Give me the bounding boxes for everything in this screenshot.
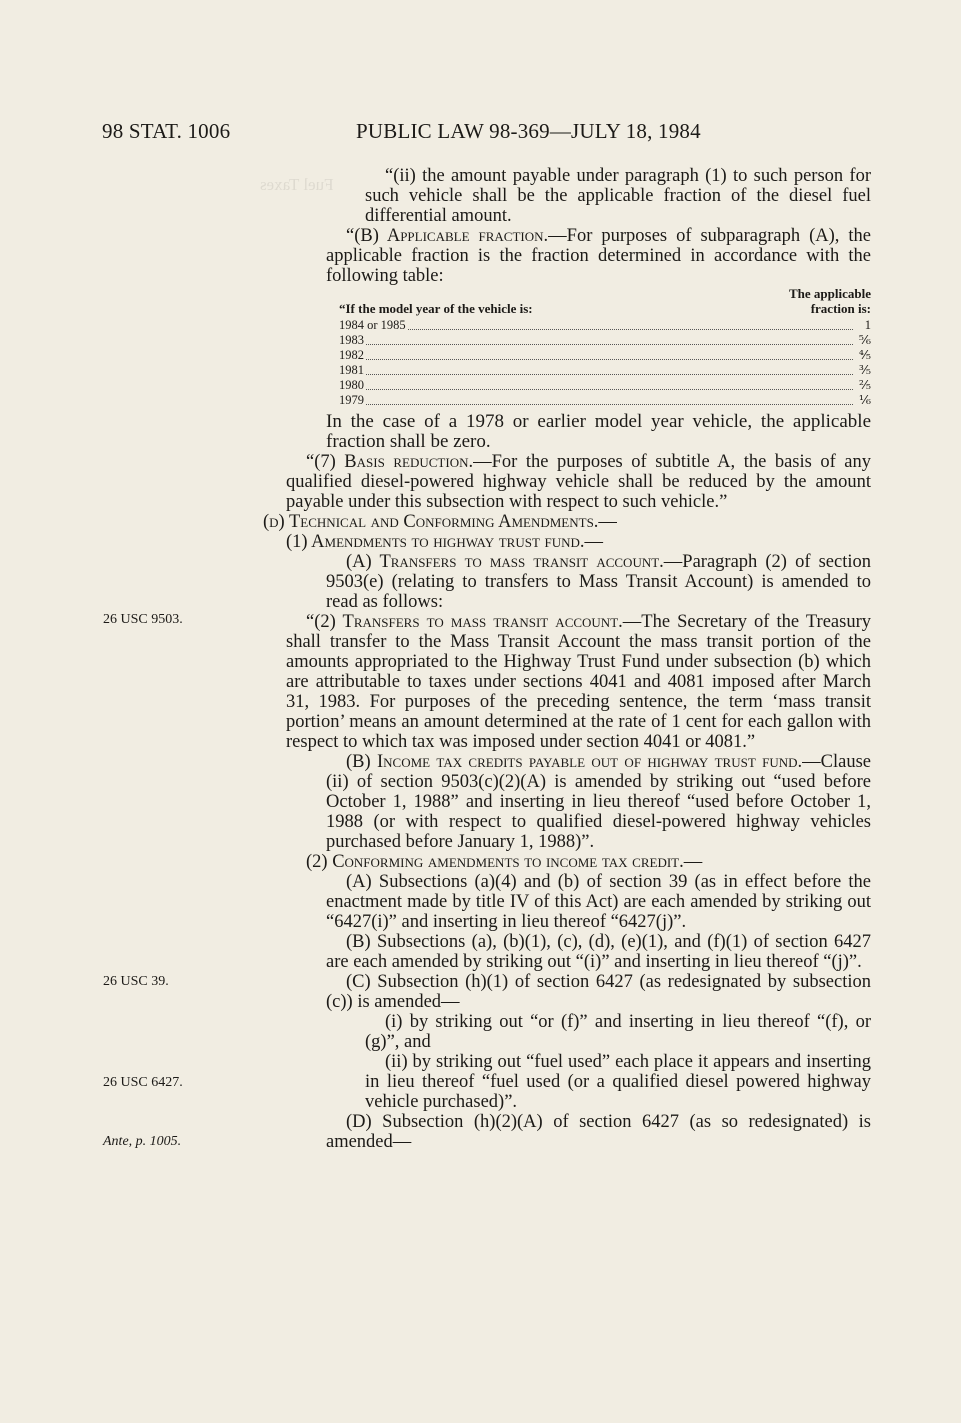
leader-dots	[341, 318, 853, 330]
paragraph-text: —Clause (ii) of section 9503(c)(2)(A) is amended by striking out “used before October 1, 1988” and inserting in lieu thereof “used before October 1, 1988 (or with respect to qualified diesel-powered highway vehicles purchased before January 1, 1988)”.	[326, 752, 871, 852]
fraction-value: ⅙	[856, 393, 871, 408]
paragraph-heading: “(7) Basis reduction.	[306, 452, 474, 472]
paragraph-text: —Paragraph (2) of section 9503(e) (relating to transfers to Mass Transit Account) is amended to read as follows:	[326, 552, 871, 612]
paragraph: (ii) by striking out “fuel used” each place it appears and inserting in lieu thereof “fuel used (or a qualified diesel powered highway vehicle purchased)”.	[365, 1052, 871, 1112]
leader-dots	[341, 333, 853, 345]
paragraph: (1) Amendments to highway trust fund.—	[286, 532, 604, 552]
fraction-value: ⅖	[856, 378, 871, 393]
model-year: 1981	[339, 363, 364, 377]
model-year: 1983	[339, 333, 364, 347]
paragraph: (A) Subsections (a)(4) and (b) of section 39 (as in effect before the enactment made by title IV of this Act) are each amended by striking out “6427(i)” and inserting in lieu thereof “6427(j)”.	[326, 872, 871, 932]
paragraph: In the case of a 1978 or earlier model year vehicle, the applicable fraction shall be zero.	[326, 411, 871, 452]
paragraph: (D) Subsection (h)(2)(A) of section 6427 (as so redesignated) is amended—	[326, 1112, 871, 1152]
paragraph: (i) by striking out “or (f)” and inserting in lieu thereof “(f), or (g)”, and	[365, 1012, 871, 1052]
header-line: The applicable	[789, 286, 871, 301]
fraction-value: ⅘	[856, 348, 871, 363]
paragraph: (2) Conforming amendments to income tax credit.—	[306, 852, 703, 872]
paragraph	[243, 226, 871, 286]
leader-dots	[341, 348, 853, 360]
paragraph: (C) Subsection (h)(1) of section 6427 (as redesignated by subsection (c)) is amended—	[326, 972, 871, 1012]
table-row	[339, 333, 871, 348]
paragraph-text: —For purposes of subparagraph (A), the applicable fraction is the fraction determined in accordance with the following table:	[326, 226, 871, 286]
model-year: 1980	[339, 378, 364, 392]
table-row	[339, 363, 871, 378]
paragraph-heading: “(2) Transfers to mass transit account.	[306, 612, 623, 632]
fraction-value: ⅚	[856, 333, 871, 348]
table-row	[339, 378, 871, 393]
page-stat-citation: 98 STAT. 1006	[102, 119, 231, 143]
fraction-table	[339, 286, 871, 408]
paragraph	[243, 752, 871, 852]
margin-note: Ante, p. 1005.	[103, 1134, 182, 1149]
leader-dots	[341, 378, 853, 390]
margin-note: 26 USC 39.	[103, 974, 169, 989]
paragraph-text: —For the purposes of subtitle A, the basis of any qualified diesel-powered highway vehicle shall be reduced by the amount payable under this subsection with respect to such vehicle.”	[286, 452, 872, 512]
fraction-value: ⅗	[856, 363, 871, 378]
leader-dots	[341, 363, 853, 375]
paragraph	[243, 612, 871, 752]
paragraph	[243, 452, 871, 512]
column-header-fraction	[789, 286, 871, 316]
column-header-year: “If the model year of the vehicle is:	[339, 301, 533, 316]
paragraph-text: —The Secretary of the Treasury shall transfer to the Mass Transit Account the mass transit portion of the amounts appropriated to the Highway Trust Fund under subsection (b) which are attributable to taxes under sections 4041 and 4081 imposed after March 31, 1983. For purposes of the preceding sentence, the term ‘mass transit portion’ means an amount determined at the rate of 1 cent for each gallon with respect to which tax was imposed under section 4041 or 4081.”	[286, 612, 871, 752]
table-row	[339, 318, 871, 333]
model-year: 1984 or 1985	[339, 318, 406, 332]
fraction-value: 1	[862, 318, 871, 333]
margin-note: 26 USC 9503.	[103, 612, 183, 627]
leader-dots	[341, 393, 853, 405]
paragraph-heading: (A) Transfers to mass transit account.	[346, 552, 664, 572]
table-header	[339, 286, 871, 318]
header-line: fraction is:	[810, 301, 871, 316]
table-row	[339, 348, 871, 363]
margin-note: 26 USC 6427.	[103, 1075, 183, 1090]
model-year: 1982	[339, 348, 364, 362]
paragraph-heading: (B) Income tax credits payable out of highway trust fund.	[346, 752, 803, 772]
paragraph	[243, 552, 871, 612]
statute-text	[243, 166, 871, 1152]
paragraph: (B) Subsections (a), (b)(1), (c), (d), (e)(1), and (f)(1) of section 6427 are each amended by striking out “(i)” and inserting in lieu thereof “(j)”.	[326, 932, 871, 972]
running-header: PUBLIC LAW 98-369—JULY 18, 1984	[356, 119, 701, 143]
paragraph: “(ii) the amount payable under paragraph (1) to such person for such vehicle shall be the applicable fraction of the diesel fuel differential amount.	[365, 166, 871, 226]
bleed-through: Fuel Taxes	[260, 175, 334, 194]
paragraph: (d) Technical and Conforming Amendments.—	[263, 512, 617, 532]
table-row	[339, 393, 871, 408]
model-year: 1979	[339, 393, 364, 407]
paragraph-heading: “(B) Applicable fraction.	[346, 226, 549, 246]
